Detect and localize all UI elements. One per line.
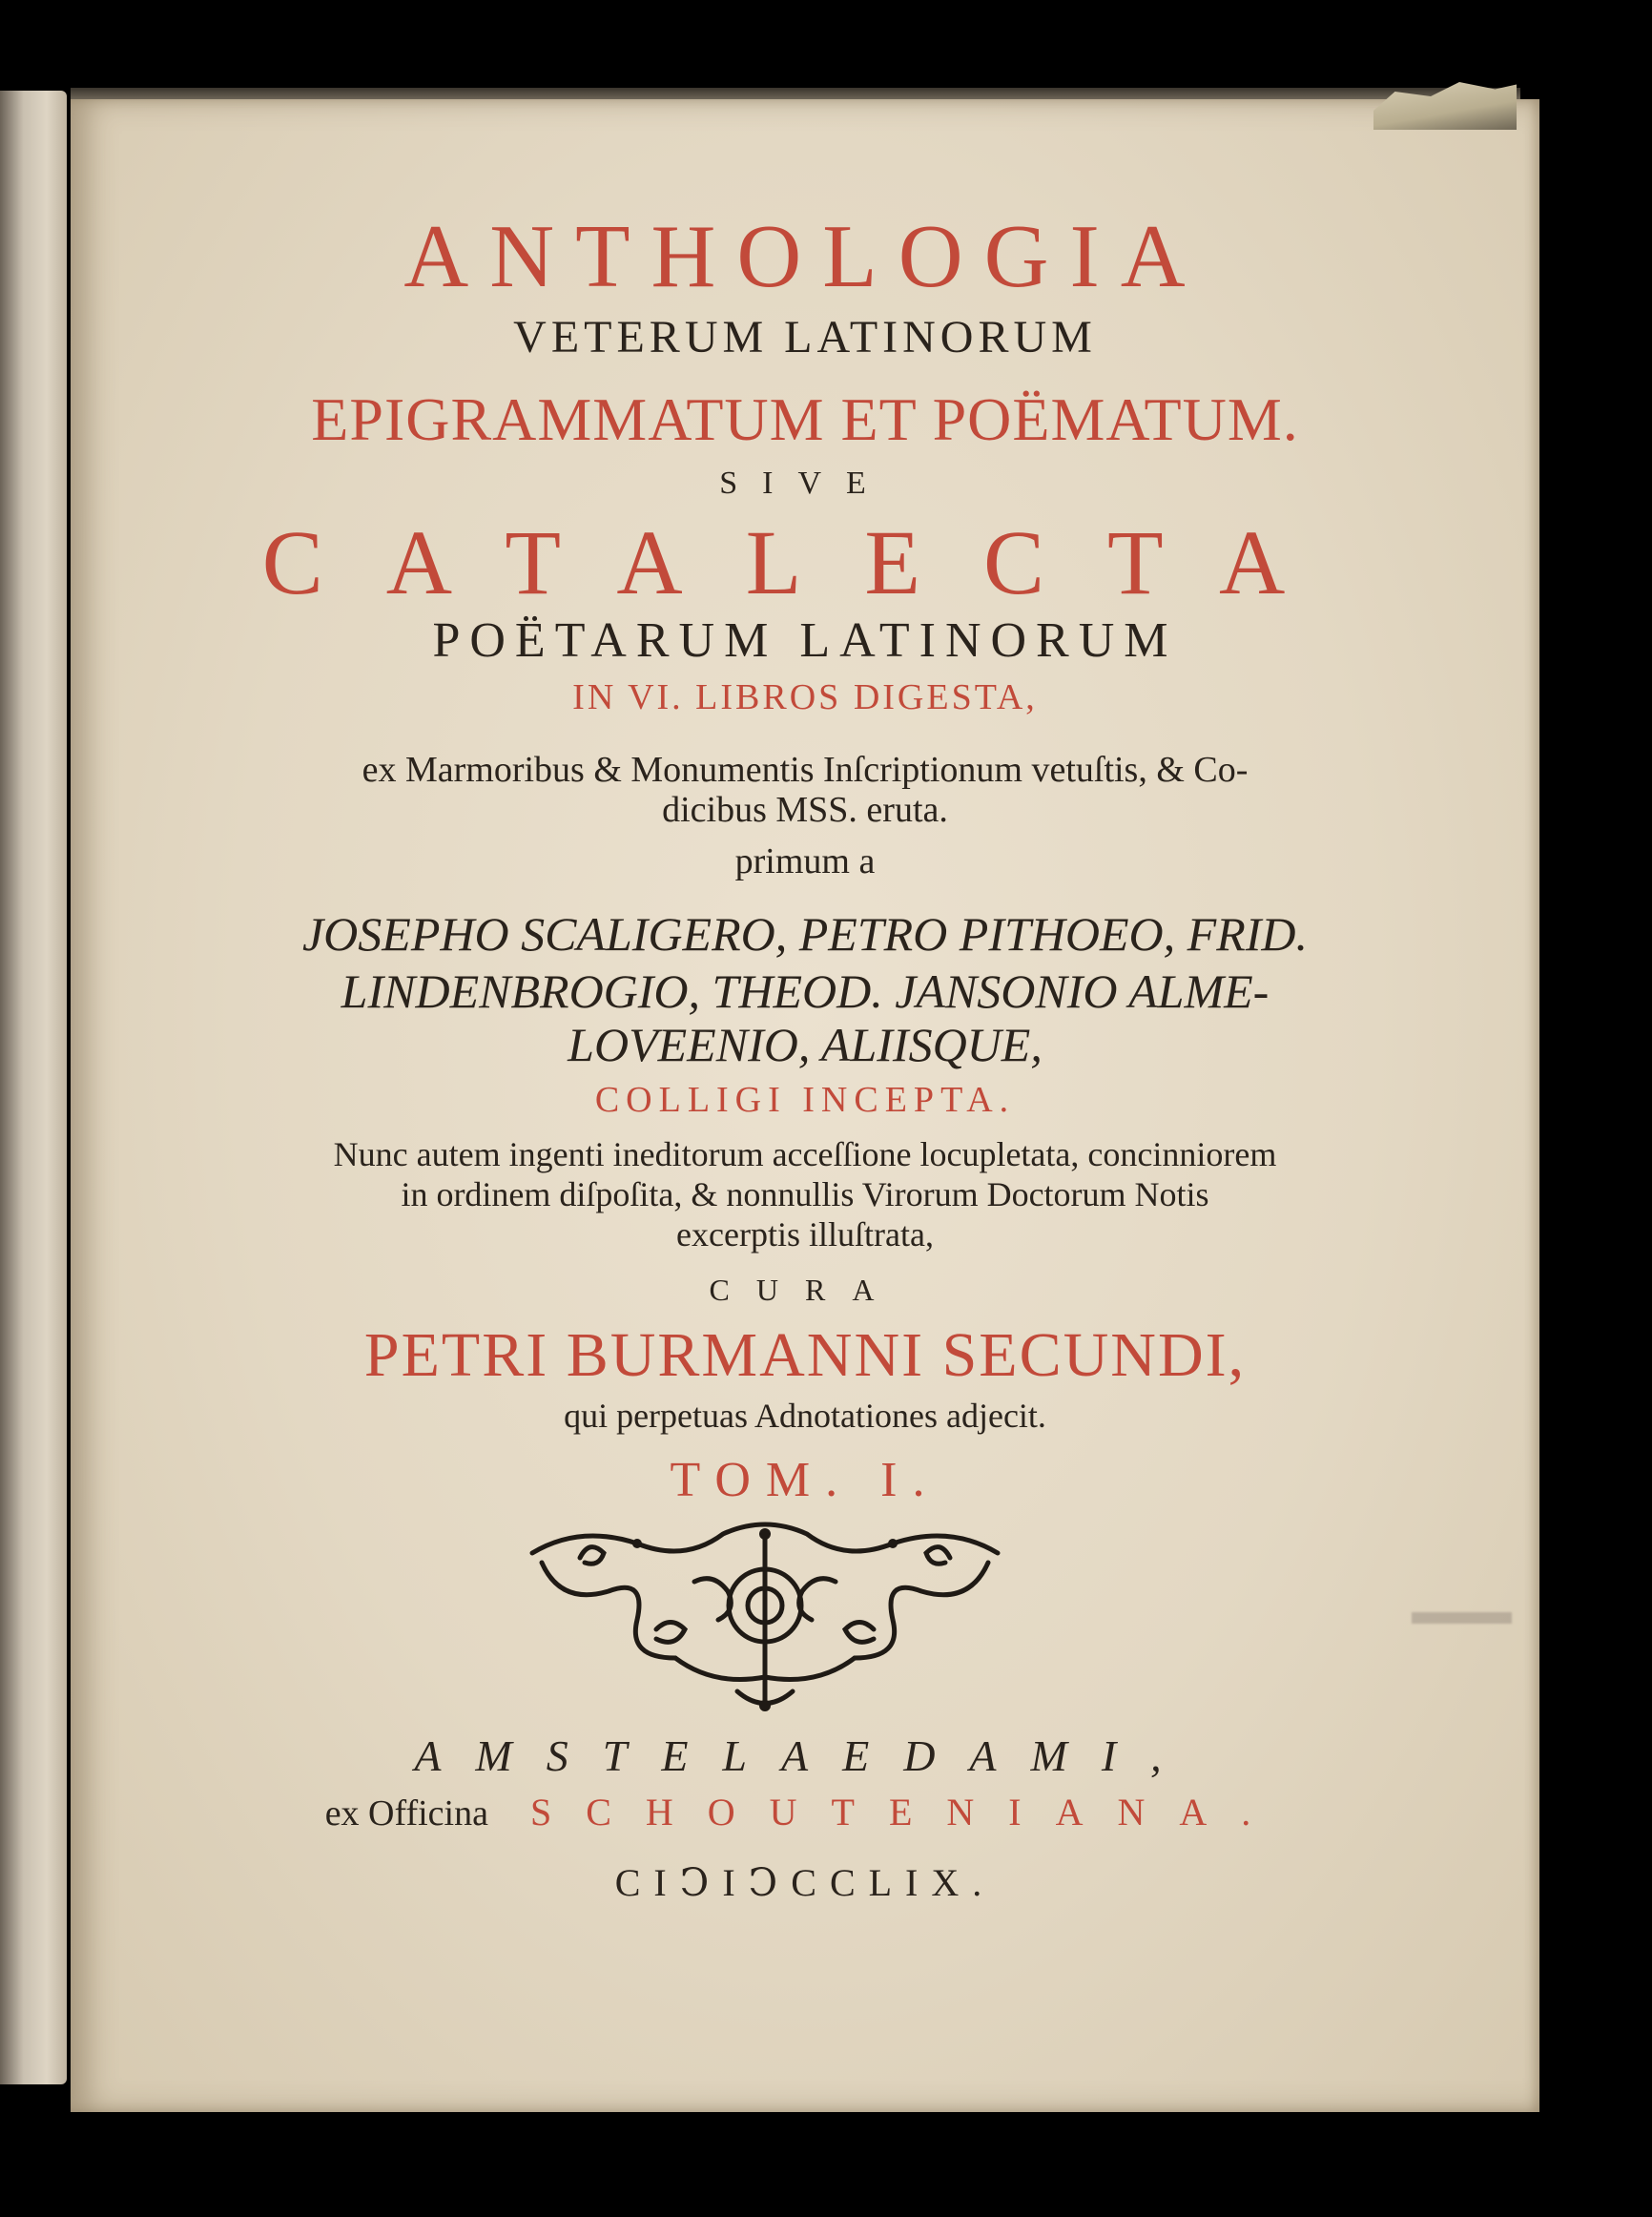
subtitle-epigrammatum: EPIGRAMMATUM ET POËMATUM. <box>311 385 1299 453</box>
nunc-line-1: Nunc autem ingenti ineditorum acceſſione locupletata, concinniorem <box>333 1135 1277 1173</box>
year-line: CIↃIↃCCLIX. <box>614 1861 996 1904</box>
nunc-line-3: excerptis illuſtrata, <box>676 1215 934 1254</box>
page-mark <box>1412 1612 1512 1624</box>
libros-line: IN VI. LIBROS DIGESTA, <box>572 677 1038 717</box>
ex-marmoribus-line-2: dicibus MSS. eruta. <box>662 790 948 830</box>
adnotationes-line: qui perpetuas Adnotationes adjecit. <box>564 1397 1046 1435</box>
poetarum-line: POËTARUM LATINORUM <box>432 613 1178 668</box>
primum-line: primum a <box>734 841 876 881</box>
cura-line: CURA <box>709 1273 901 1307</box>
place-line: AMSTELAEDAMI, <box>414 1731 1196 1780</box>
subtitle-veterum: VETERUM LATINORUM <box>513 312 1097 363</box>
colligi-line: COLLIGI INCEPTA. <box>594 1080 1016 1120</box>
left-page-edge <box>0 91 67 2084</box>
tome-line: TOM. I. <box>670 1453 940 1507</box>
editors-line-1: JOSEPHO SCALIGERO, PETRO PITHOEO, FRID. <box>301 907 1308 961</box>
officina-line <box>71 1793 1539 1832</box>
nunc-line-2: in ordinem diſpoſita, & nonnullis Virorum Doctorum Notis <box>401 1175 1209 1213</box>
editors-line-3: LOVEENIO, ALIISQUE, <box>568 1018 1043 1071</box>
officina-prefix: ex Officina <box>324 1793 488 1834</box>
sive-line: SIVE <box>719 466 891 501</box>
officina-name: SCHOUTENIANA. <box>529 1791 1286 1834</box>
main-title: ANTHOLOGIA <box>403 207 1207 306</box>
author-name: PETRI BURMANNI SECUNDI, <box>363 1320 1247 1390</box>
ex-marmoribus-line-1: ex Marmoribus & Monumentis Inſcriptionum vetuſtis, & Co- <box>361 750 1249 790</box>
catalecta-title: CATALECTA <box>261 511 1349 613</box>
ornament-icon <box>523 1515 1007 1715</box>
editors-line-2: LINDENBROGIO, THEOD. JANSONIO ALME- <box>341 964 1270 1018</box>
